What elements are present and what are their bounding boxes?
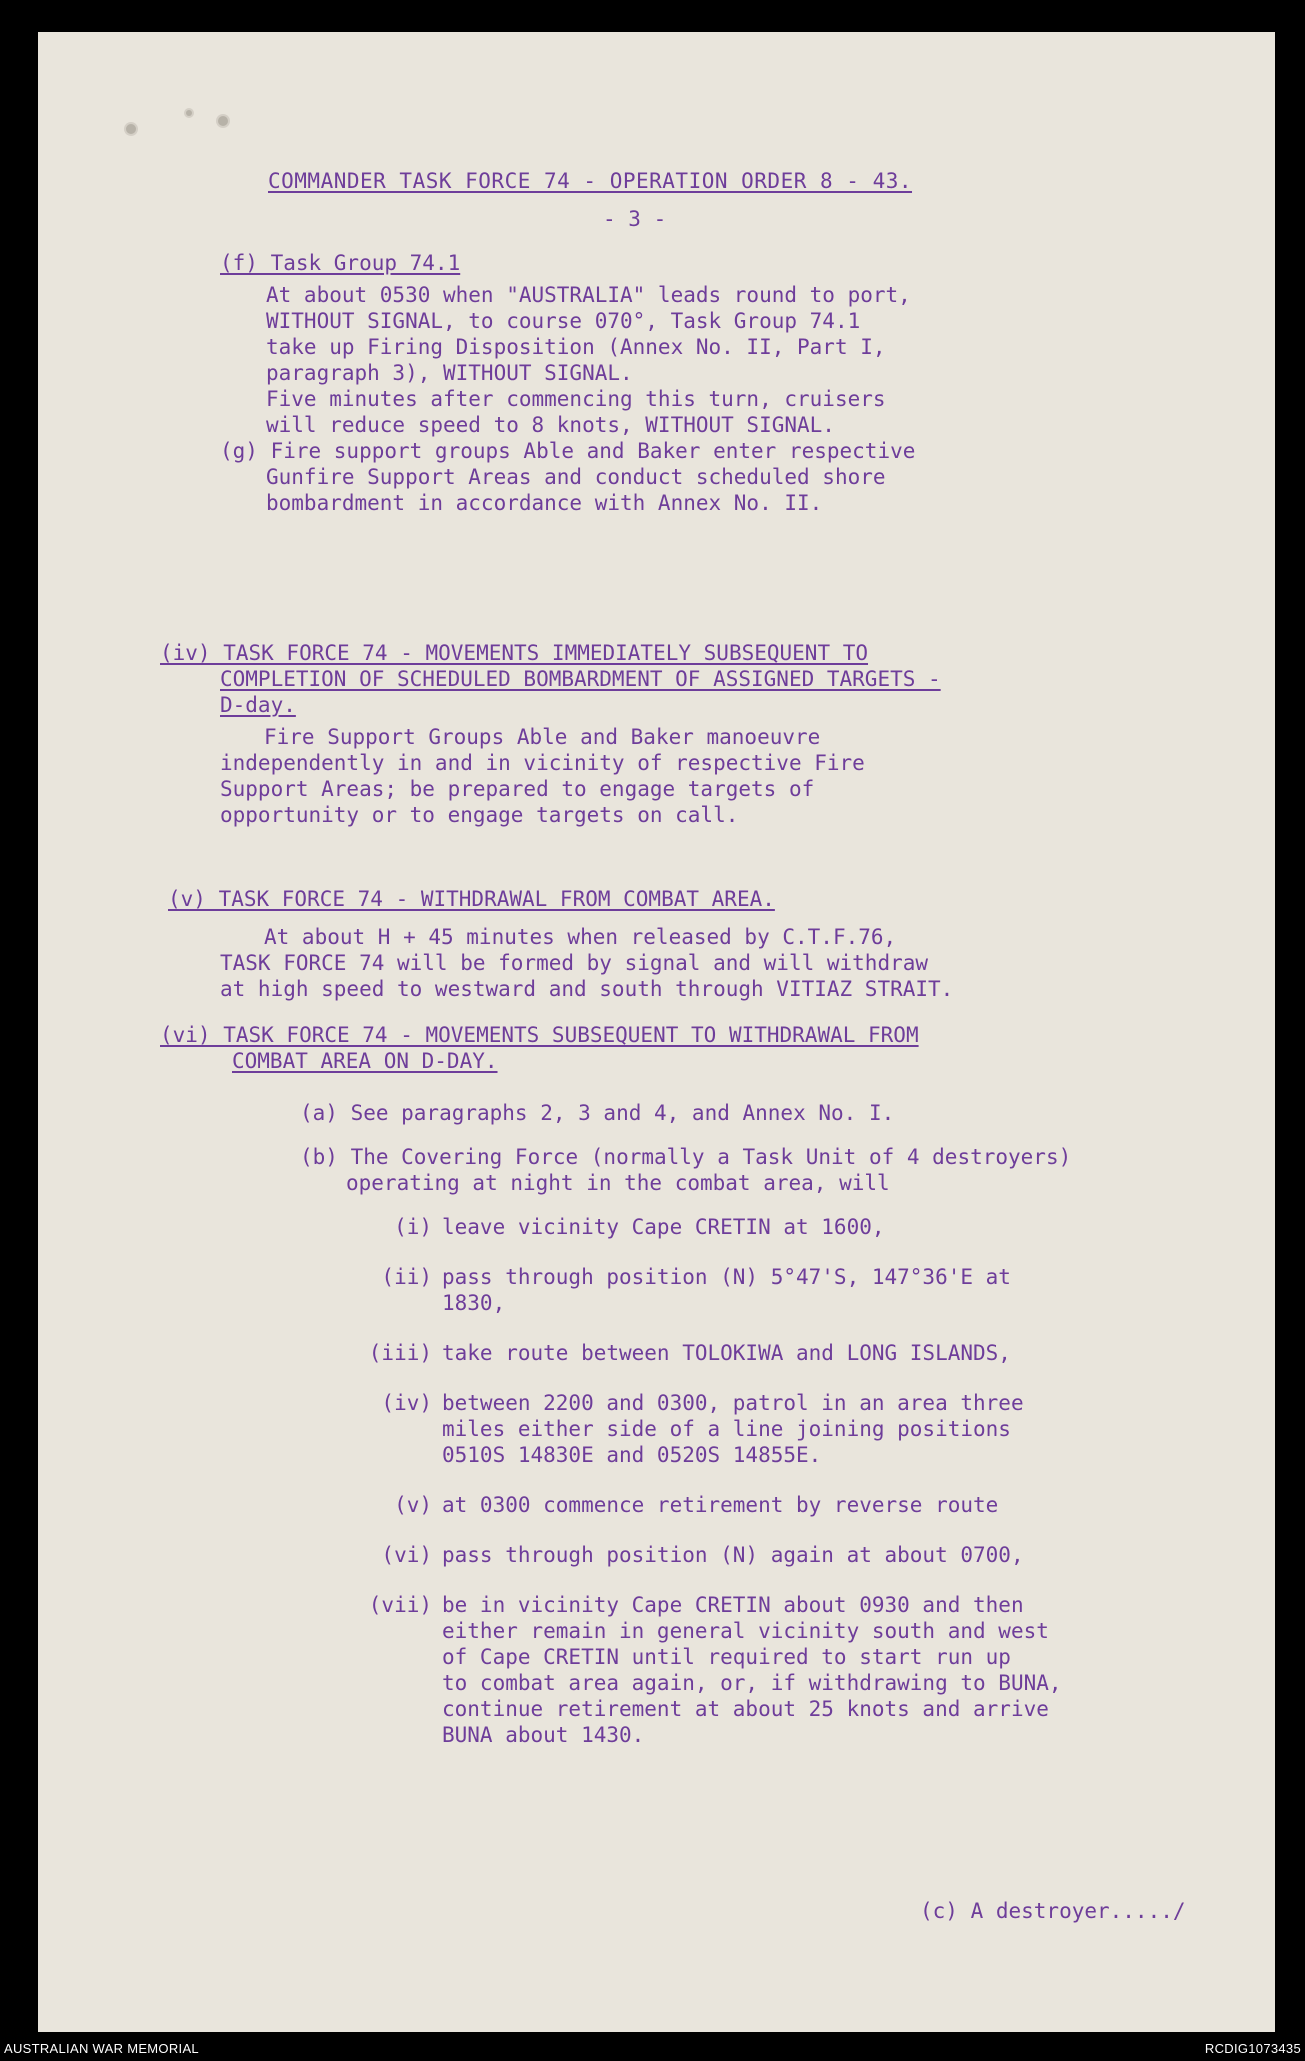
- document-page: [38, 32, 1275, 2032]
- text-line: bombardment in accordance with Annex No. II.: [266, 491, 823, 515]
- punch-hole: [126, 124, 136, 134]
- item-number: (i): [394, 1215, 432, 1239]
- section-vi-b: [300, 1144, 1071, 1196]
- text-line: 1830,: [442, 1291, 506, 1315]
- list-item: [348, 1340, 1208, 1366]
- text-line: (g) Fire support groups Able and Baker enter respective: [220, 439, 916, 463]
- text-line: take route between TOLOKIWA and LONG ISLANDS,: [442, 1341, 1011, 1365]
- list-item: [348, 1390, 1208, 1468]
- section-vi-heading: [160, 1022, 919, 1074]
- section-f-heading: (f) Task Group 74.1: [220, 251, 461, 275]
- text-line: either remain in general vicinity south and west: [442, 1619, 1049, 1643]
- text-line: pass through position (N) again at about 0700,: [442, 1543, 1024, 1567]
- item-number: (vi): [381, 1543, 432, 1567]
- heading-line: (iv) TASK FORCE 74 - MOVEMENTS IMMEDIATELY SUBSEQUENT TO: [160, 641, 869, 665]
- page-number: - 3 -: [603, 207, 667, 231]
- text-line: Fire Support Groups Able and Baker manoeuvre: [264, 725, 821, 749]
- text-line: opportunity or to engage targets on call.: [220, 803, 739, 827]
- list-item: [348, 1592, 1208, 1748]
- section-g: [220, 438, 915, 516]
- text-line: Five minutes after commencing this turn, cruisers: [266, 387, 886, 411]
- punch-hole: [186, 110, 192, 116]
- text-line: continue retirement at about 25 knots and arrive: [442, 1697, 1049, 1721]
- list-item: [348, 1492, 1208, 1518]
- text-line: to combat area again, or, if withdrawing to BUNA,: [442, 1671, 1062, 1695]
- text-line: WITHOUT SIGNAL, to course 070°, Task Group 74.1: [266, 309, 861, 333]
- text-line: TASK FORCE 74 will be formed by signal and will withdraw: [220, 951, 929, 975]
- text-line: Support Areas; be prepared to engage targets of: [220, 777, 815, 801]
- continuation-note: (c) A destroyer...../: [920, 1899, 1186, 1923]
- list-item: [348, 1214, 1208, 1240]
- text-line: pass through position (N) 5°47'S, 147°36'E at: [442, 1265, 1011, 1289]
- text-line: miles either side of a line joining positions: [442, 1417, 1011, 1441]
- text-line: leave vicinity Cape CRETIN at 1600,: [442, 1215, 885, 1239]
- item-number: (iii): [368, 1341, 432, 1365]
- text-line: Gunfire Support Areas and conduct scheduled shore: [266, 465, 886, 489]
- heading-line: D-day.: [220, 693, 296, 717]
- footer-archive-name: AUSTRALIAN WAR MEMORIAL: [4, 2041, 199, 2056]
- section-v-heading: (v) TASK FORCE 74 - WITHDRAWAL FROM COMBAT AREA.: [168, 887, 775, 911]
- text-line: At about H + 45 minutes when released by C.T.F.76,: [264, 925, 897, 949]
- section-iv-heading: [160, 640, 941, 718]
- text-line: 0510S 14830E and 0520S 14855E.: [442, 1443, 822, 1467]
- heading-line: COMBAT AREA ON D-DAY.: [232, 1049, 498, 1073]
- text-line: operating at night in the combat area, will: [346, 1171, 890, 1195]
- text-line: of Cape CRETIN until required to start run up: [442, 1645, 1011, 1669]
- text-line: independently in and in vicinity of respective Fire: [220, 751, 865, 775]
- list-item: [348, 1542, 1208, 1568]
- section-vi-a: (a) See paragraphs 2, 3 and 4, and Annex No. I.: [300, 1101, 895, 1125]
- text-line: at 0300 commence retirement by reverse route: [442, 1493, 999, 1517]
- covering-force-orders-list: [348, 1214, 1208, 1748]
- text-line: take up Firing Disposition (Annex No. II, Part I,: [266, 335, 886, 359]
- text-line: BUNA about 1430.: [442, 1723, 645, 1747]
- text-line: At about 0530 when "AUSTRALIA" leads round to port,: [266, 283, 911, 307]
- text-line: at high speed to westward and south through VITIAZ STRAIT.: [220, 977, 954, 1001]
- heading-line: (vi) TASK FORCE 74 - MOVEMENTS SUBSEQUENT TO WITHDRAWAL FROM: [160, 1023, 919, 1047]
- footer-record-id: RCDIG1073435: [1204, 2041, 1301, 2056]
- item-number: (iv): [381, 1391, 432, 1415]
- section-iv-body: [220, 724, 865, 828]
- item-number: (vii): [368, 1593, 432, 1617]
- item-number: (v): [394, 1493, 432, 1517]
- section-f-body: [266, 282, 911, 438]
- document-title: COMMANDER TASK FORCE 74 - OPERATION ORDER 8 - 43.: [268, 169, 913, 193]
- text-line: will reduce speed to 8 knots, WITHOUT SIGNAL.: [266, 413, 835, 437]
- item-number: (ii): [381, 1265, 432, 1289]
- text-line: (b) The Covering Force (normally a Task Unit of 4 destroyers): [300, 1145, 1072, 1169]
- punch-hole: [218, 116, 228, 126]
- section-v-body: [220, 924, 953, 1002]
- text-line: between 2200 and 0300, patrol in an area three: [442, 1391, 1024, 1415]
- text-line: paragraph 3), WITHOUT SIGNAL.: [266, 361, 633, 385]
- list-item: [348, 1264, 1208, 1316]
- heading-line: COMPLETION OF SCHEDULED BOMBARDMENT OF ASSIGNED TARGETS -: [220, 667, 941, 691]
- text-line: be in vicinity Cape CRETIN about 0930 and then: [442, 1593, 1024, 1617]
